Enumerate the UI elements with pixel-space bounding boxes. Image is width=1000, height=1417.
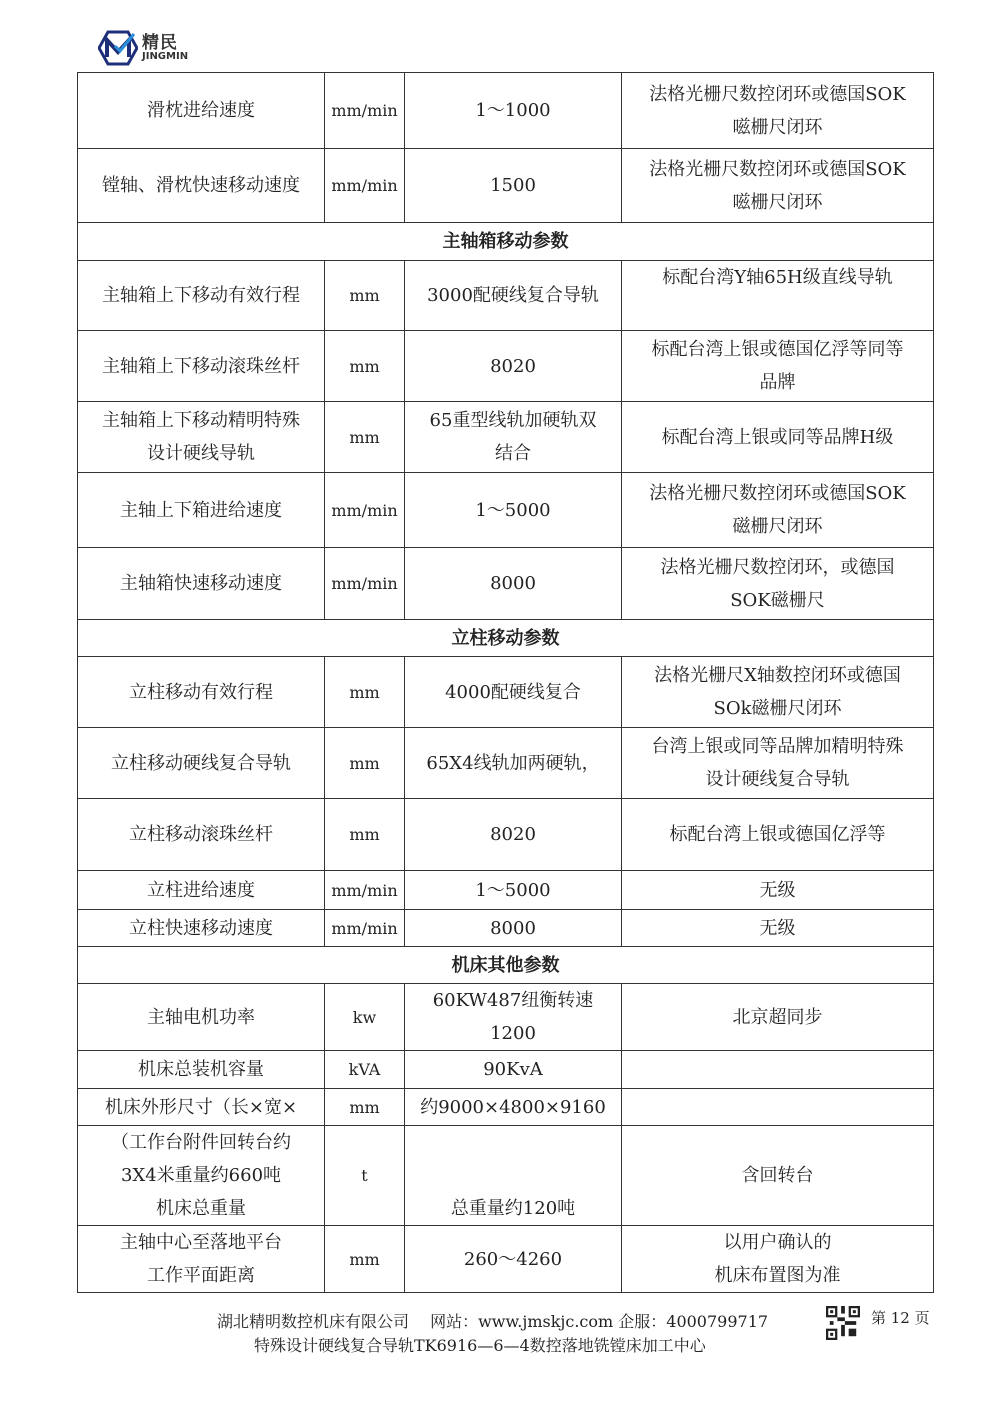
table-row <box>78 871 934 910</box>
parameter-name-cell: 主轴箱快速移动速度 <box>78 548 325 620</box>
parameter-name-cell: 主轴箱上下移动精明特殊 设计硬线导轨 <box>78 402 325 473</box>
company-logo <box>98 30 188 66</box>
value-cell: 1500 <box>405 149 622 223</box>
unit-cell: mm/min <box>325 149 405 223</box>
unit-cell: mm <box>325 261 405 331</box>
unit-cell: mm <box>325 402 405 473</box>
parameter-name-cell: 镗轴、滑枕快速移动速度 <box>78 149 325 223</box>
value-cell: 60KW487纽衡转速1200 <box>405 984 622 1051</box>
table-row <box>78 149 934 223</box>
remark-cell: 法格光栅尺数控闭环或德国SOK 磁栅尺闭环 <box>622 473 934 548</box>
value-cell: 65X4线轨加两硬轨， <box>405 728 622 799</box>
remark-cell: 标配台湾上银或德国亿浮等同等 品牌 <box>622 331 934 402</box>
parameter-name-cell: 主轴中心至落地平台 工作平面距离 <box>78 1226 325 1293</box>
page-number: 第 12 页 <box>871 1309 930 1327</box>
unit-cell: mm/min <box>325 548 405 620</box>
logo-icon <box>98 30 138 66</box>
remark-cell: 法格光栅尺数控闭环或德国SOK 嗞栅尺闭环 <box>622 149 934 223</box>
value-cell: 约9000×4800×9160 <box>405 1089 622 1126</box>
qr-code-icon <box>826 1306 860 1340</box>
unit-cell: mm/min <box>325 871 405 910</box>
section-title: 主轴箱移动参数 <box>78 223 934 261</box>
parameter-name-cell: （工作台附件回转台约 3X4米重量约660吨 机床总重量 <box>78 1126 325 1226</box>
table-row <box>78 910 934 947</box>
remark-cell <box>622 1089 934 1126</box>
parameter-name-cell: 机床总装机容量 <box>78 1051 325 1089</box>
section-title: 立柱移动参数 <box>78 620 934 657</box>
table-row <box>78 548 934 620</box>
value-cell: 8020 <box>405 331 622 402</box>
remark-cell: 以用户确认的 机床布置图为准 <box>622 1226 934 1293</box>
remark-cell: 台湾上银或同等品牌加精明特殊 设计硬线复合导轨 <box>622 728 934 799</box>
table-row <box>78 984 934 1051</box>
value-cell: 3000配硬线复合导轨 <box>405 261 622 331</box>
table-row <box>78 799 934 871</box>
parameter-name-cell: 立柱移动滚珠丝杆 <box>78 799 325 871</box>
unit-cell: mm <box>325 657 405 728</box>
table-row <box>78 657 934 728</box>
unit-cell: kw <box>325 984 405 1051</box>
table-row <box>78 331 934 402</box>
value-cell: 1～5000 <box>405 871 622 910</box>
table-row <box>78 73 934 149</box>
remark-cell: 标配台湾上银或同等品牌H级 <box>622 402 934 473</box>
unit-cell: mm <box>325 1089 405 1126</box>
value-cell: 90KvA <box>405 1051 622 1089</box>
remark-cell: 法格光栅尺数控闭环，或德国 SOK磁栅尺 <box>622 548 934 620</box>
value-cell: 8000 <box>405 910 622 947</box>
section-header-row <box>78 947 934 984</box>
parameter-name-cell: 立柱进给速度 <box>78 871 325 910</box>
unit-cell: mm <box>325 331 405 402</box>
unit-cell: mm/min <box>325 473 405 548</box>
unit-cell: mm/min <box>325 910 405 947</box>
footer-company: 湖北精明数控机床有限公司 网站：www.jmskjc.com 企服：4000799717 <box>217 1312 769 1331</box>
remark-cell <box>622 1051 934 1089</box>
parameter-name-cell: 主轴箱上下移动有效行程 <box>78 261 325 331</box>
remark-cell: 法格光栅尺数控闭环或德国SOK 嗞栅尺闭环 <box>622 73 934 149</box>
section-header-row <box>78 223 934 261</box>
remark-cell: 标配台湾上银或德国亿浮等 <box>622 799 934 871</box>
value-cell: 65重型线轨加硬轨双 结合 <box>405 402 622 473</box>
parameter-name-cell: 主轴上下箱进给速度 <box>78 473 325 548</box>
parameter-name-cell: 立柱移动硬线复合导轨 <box>78 728 325 799</box>
remark-cell: 含回转台 <box>622 1126 934 1226</box>
unit-cell: mm <box>325 799 405 871</box>
unit-cell: kVA <box>325 1051 405 1089</box>
value-cell: 1～1000 <box>405 73 622 149</box>
parameter-name-cell: 立柱快速移动速度 <box>78 910 325 947</box>
value-cell: 260～4260 <box>405 1226 622 1293</box>
table-row <box>78 402 934 473</box>
table-row <box>78 1226 934 1293</box>
section-title: 机床其他参数 <box>78 947 934 984</box>
table-row <box>78 1089 934 1126</box>
table-row <box>78 261 934 331</box>
section-header-row <box>78 620 934 657</box>
logo-cn: 精民 <box>142 32 178 53</box>
parameter-name-cell: 机床外形尺寸（长×宽× <box>78 1089 325 1126</box>
value-cell: 8020 <box>405 799 622 871</box>
parameter-name-cell: 立柱移动有效行程 <box>78 657 325 728</box>
remark-cell: 无级 <box>622 910 934 947</box>
table-row <box>78 1126 934 1226</box>
parameter-name-cell: 主轴箱上下移动滚珠丝杆 <box>78 331 325 402</box>
unit-cell: mm <box>325 1226 405 1293</box>
value-cell: 8000 <box>405 548 622 620</box>
value-cell: 4000配硬线复合 <box>405 657 622 728</box>
table-row <box>78 728 934 799</box>
unit-cell: mm <box>325 728 405 799</box>
spec-table <box>77 72 934 1293</box>
remark-cell: 无级 <box>622 871 934 910</box>
unit-cell: t <box>325 1126 405 1226</box>
footer-title: 特殊设计硬线复合导轨TK6916—6—4数控落地铣镗床加工中心 <box>254 1336 706 1355</box>
parameter-name-cell: 滑枕进给速度 <box>78 73 325 149</box>
remark-cell: 标配台湾Y轴65H级直线导轨 <box>622 261 934 331</box>
table-row <box>78 1051 934 1089</box>
unit-cell: mm/min <box>325 73 405 149</box>
value-cell: 总重量约120吨 <box>405 1126 622 1226</box>
parameter-name-cell: 主轴电机功率 <box>78 984 325 1051</box>
value-cell: 1～5000 <box>405 473 622 548</box>
remark-cell: 北京超同步 <box>622 984 934 1051</box>
logo-en: JINGMIN <box>142 50 189 62</box>
remark-cell: 法格光栅尺X轴数控闭环或德国 SOk磁栅尺闭环 <box>622 657 934 728</box>
table-row <box>78 473 934 548</box>
